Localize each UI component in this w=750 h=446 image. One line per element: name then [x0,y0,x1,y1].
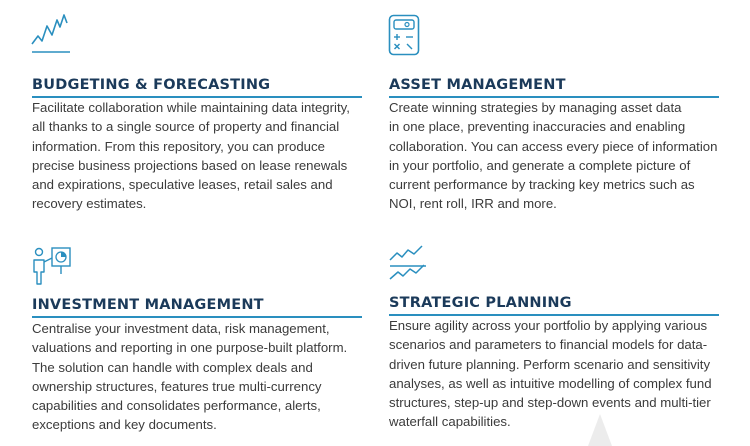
body-line: NOI, rent roll, IRR and more. [389,196,557,212]
body-line: precise business projections based on lease renewals [32,157,348,173]
body-line: scenarios and parameters to financial models for data- [389,337,708,353]
body-line: waterfall capabilities. [389,414,511,430]
body-line: capabilities and consolidates performance, alerts, [32,398,321,414]
body-line: Centralise your investment data, risk management, [32,321,330,336]
section-title: INVESTMENT MANAGEMENT [32,297,264,313]
section-divider [32,316,362,318]
body-line: structures, step-up and step-down events and multi-tier [389,395,711,411]
body-line: all thanks to a single source of property and financial [32,119,340,135]
trend-lines-icon [388,244,428,284]
body-line: in one place, preventing inaccuracies and enabling [389,119,686,135]
body-line: current performance by tracking key metrics such as [389,177,695,193]
line-graph-icon [30,14,72,56]
body-line: valuations and reporting in one purpose-built platform. [32,340,348,356]
section-body [389,98,717,214]
body-line: in your portfolio, and generate a complete picture of [389,157,691,173]
body-line: driven future planning. Perform scenario and sensitivity [389,356,711,372]
section-body [32,98,350,214]
section-body [32,319,347,435]
body-line: The solution can handle with complex deals and [32,359,313,375]
section-title: BUDGETING & FORECASTING [32,77,271,93]
body-line: recovery estimates. [32,196,147,212]
body-line: Facilitate collaboration while maintaining data integrity, [32,100,350,115]
section-body [389,316,712,432]
body-line: exceptions and key documents. [32,417,217,433]
body-line: Ensure agility across your portfolio by applying various [389,318,708,333]
section-title: ASSET MANAGEMENT [389,77,566,93]
section-title: STRATEGIC PLANNING [389,295,572,311]
body-line: and expirations, speculative leases, retail sales and [32,177,333,193]
calculator-icon [388,14,420,56]
body-line: Create winning strategies by managing asset data [389,100,682,115]
body-line: analyses, as well as intuitive modelling of complex fund [389,375,712,391]
body-line: collaboration. You can access every piece of information [389,138,718,154]
body-line: information. From this repository, you can produce [32,138,325,154]
body-line: ownership structures, features true multi-currency [32,378,322,394]
presenter-chart-icon [30,246,74,288]
